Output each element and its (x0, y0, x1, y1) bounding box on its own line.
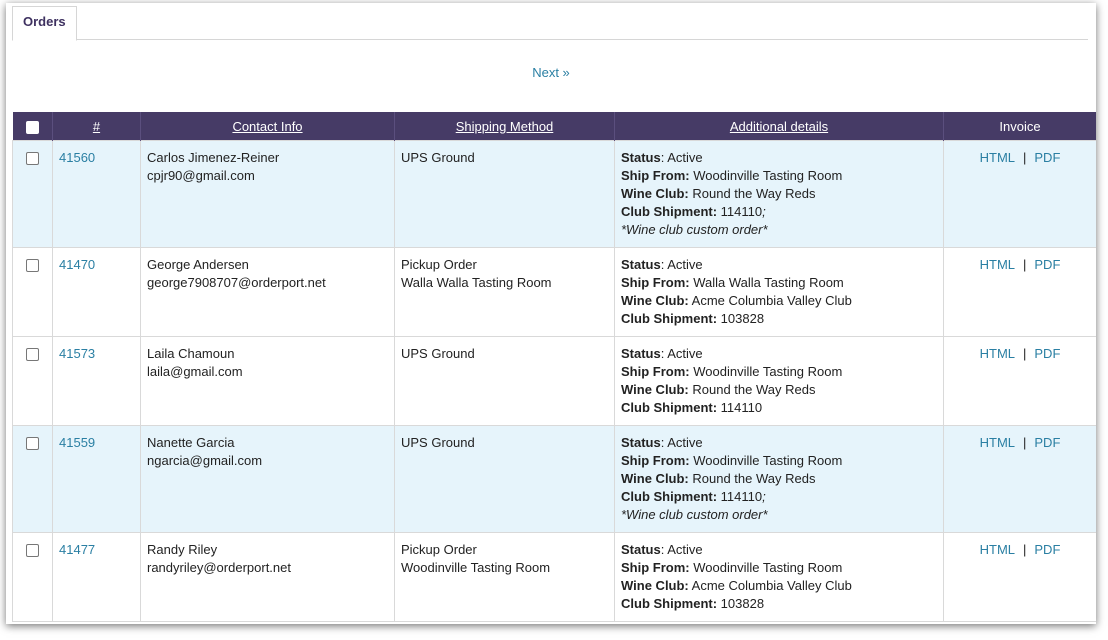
order-number-link[interactable]: 41560 (59, 150, 96, 165)
order-number-link[interactable]: 41477 (59, 542, 96, 557)
contact-cell (141, 248, 395, 337)
details-cell (615, 533, 944, 622)
table-row (13, 141, 1097, 248)
invoice-pdf-link[interactable]: PDF (1034, 257, 1061, 272)
column-header-contact[interactable]: Contact Info (141, 112, 395, 141)
orders-table (12, 112, 1096, 622)
column-header-details[interactable]: Additional details (615, 112, 944, 141)
wine-club-line: Wine Club: Acme Columbia Valley Club (621, 578, 852, 593)
row-select-cell (13, 337, 53, 426)
table-row (13, 337, 1097, 426)
invoice-html-link[interactable]: HTML (979, 435, 1015, 450)
invoice-pdf-link[interactable]: PDF (1034, 346, 1061, 361)
details-cell (615, 248, 944, 337)
wine-club-line: Wine Club: Round the Way Reds (621, 471, 816, 486)
invoice-separator: | (1023, 346, 1027, 361)
invoice-cell (944, 141, 1097, 248)
shipping-method: Pickup Order (401, 542, 477, 557)
contact-email: cpjr90@gmail.com (147, 168, 255, 183)
wine-club-line: Wine Club: Acme Columbia Valley Club (621, 293, 852, 308)
status-line: Status: Active (621, 346, 703, 361)
shipping-cell (395, 426, 615, 533)
order-number-link[interactable]: 41470 (59, 257, 96, 272)
details-cell (615, 141, 944, 248)
club-shipment-line: Club Shipment: 114110; (621, 489, 766, 504)
ship-from-line: Ship From: Woodinville Tasting Room (621, 560, 843, 575)
details-cell (615, 337, 944, 426)
order-number-cell (53, 533, 141, 622)
table-row (13, 533, 1097, 622)
shipping-cell (395, 141, 615, 248)
invoice-separator: | (1023, 257, 1027, 272)
ship-from-line: Ship From: Woodinville Tasting Room (621, 453, 843, 468)
row-checkbox[interactable] (26, 437, 39, 450)
row-checkbox[interactable] (26, 544, 39, 557)
invoice-pdf-link[interactable]: PDF (1034, 150, 1061, 165)
row-checkbox[interactable] (26, 259, 39, 272)
club-shipment-line: Club Shipment: 103828 (621, 311, 765, 326)
row-checkbox[interactable] (26, 152, 39, 165)
status-line: Status: Active (621, 435, 703, 450)
order-number-link[interactable]: 41573 (59, 346, 96, 361)
invoice-separator: | (1023, 150, 1027, 165)
shipping-method: Pickup Order (401, 257, 477, 272)
contact-cell (141, 337, 395, 426)
shipping-method: UPS Ground (401, 435, 475, 450)
orders-panel (6, 3, 1096, 624)
table-header-row (13, 112, 1097, 141)
shipping-method: UPS Ground (401, 346, 475, 361)
tab-orders[interactable]: Orders (12, 6, 77, 41)
row-select-cell (13, 248, 53, 337)
row-select-cell (13, 426, 53, 533)
club-shipment-line: Club Shipment: 114110; (621, 204, 766, 219)
invoice-html-link[interactable]: HTML (979, 150, 1015, 165)
table-row (13, 426, 1097, 533)
invoice-pdf-link[interactable]: PDF (1034, 542, 1061, 557)
select-all-checkbox[interactable] (26, 121, 39, 134)
contact-name: Nanette Garcia (147, 435, 235, 450)
contact-email: laila@gmail.com (147, 364, 243, 379)
contact-name: George Andersen (147, 257, 249, 272)
contact-cell (141, 141, 395, 248)
column-header-number[interactable]: # (53, 112, 141, 141)
status-line: Status: Active (621, 257, 703, 272)
shipping-location: Walla Walla Tasting Room (401, 275, 552, 290)
row-checkbox[interactable] (26, 348, 39, 361)
contact-email: randyriley@orderport.net (147, 560, 291, 575)
table-row (13, 248, 1097, 337)
row-select-cell (13, 141, 53, 248)
order-number-cell (53, 426, 141, 533)
ship-from-line: Ship From: Walla Walla Tasting Room (621, 275, 844, 290)
tab-bar (12, 3, 1088, 40)
ship-from-line: Ship From: Woodinville Tasting Room (621, 168, 843, 183)
club-shipment-line: Club Shipment: 103828 (621, 596, 765, 611)
contact-cell (141, 426, 395, 533)
invoice-separator: | (1023, 435, 1027, 450)
order-note: *Wine club custom order* (621, 222, 768, 237)
order-number-cell (53, 337, 141, 426)
invoice-cell (944, 533, 1097, 622)
invoice-html-link[interactable]: HTML (979, 542, 1015, 557)
details-cell (615, 426, 944, 533)
invoice-cell (944, 426, 1097, 533)
column-header-shipping[interactable]: Shipping Method (395, 112, 615, 141)
invoice-html-link[interactable]: HTML (979, 346, 1015, 361)
shipping-cell (395, 248, 615, 337)
next-page-link[interactable]: Next » (532, 65, 570, 80)
invoice-cell (944, 248, 1097, 337)
contact-name: Randy Riley (147, 542, 218, 557)
contact-cell (141, 533, 395, 622)
shipping-cell (395, 337, 615, 426)
contact-email: george7908707@orderport.net (147, 275, 326, 290)
shipping-method: UPS Ground (401, 150, 475, 165)
ship-from-line: Ship From: Woodinville Tasting Room (621, 364, 843, 379)
invoice-pdf-link[interactable]: PDF (1034, 435, 1061, 450)
contact-name: Laila Chamoun (147, 346, 235, 361)
wine-club-line: Wine Club: Round the Way Reds (621, 382, 816, 397)
row-select-cell (13, 533, 53, 622)
order-number-link[interactable]: 41559 (59, 435, 96, 450)
invoice-cell (944, 337, 1097, 426)
order-note: *Wine club custom order* (621, 507, 768, 522)
pagination (6, 40, 1096, 90)
status-line: Status: Active (621, 150, 703, 165)
shipping-cell (395, 533, 615, 622)
order-number-cell (53, 248, 141, 337)
club-shipment-line: Club Shipment: 114110 (621, 400, 763, 415)
contact-email: ngarcia@gmail.com (147, 453, 263, 468)
column-header-invoice: Invoice (944, 112, 1097, 141)
wine-club-line: Wine Club: Round the Way Reds (621, 186, 816, 201)
select-all-header (13, 112, 53, 141)
status-line: Status: Active (621, 542, 703, 557)
invoice-separator: | (1023, 542, 1027, 557)
contact-name: Carlos Jimenez-Reiner (147, 150, 280, 165)
order-number-cell (53, 141, 141, 248)
shipping-location: Woodinville Tasting Room (401, 560, 551, 575)
invoice-html-link[interactable]: HTML (979, 257, 1015, 272)
